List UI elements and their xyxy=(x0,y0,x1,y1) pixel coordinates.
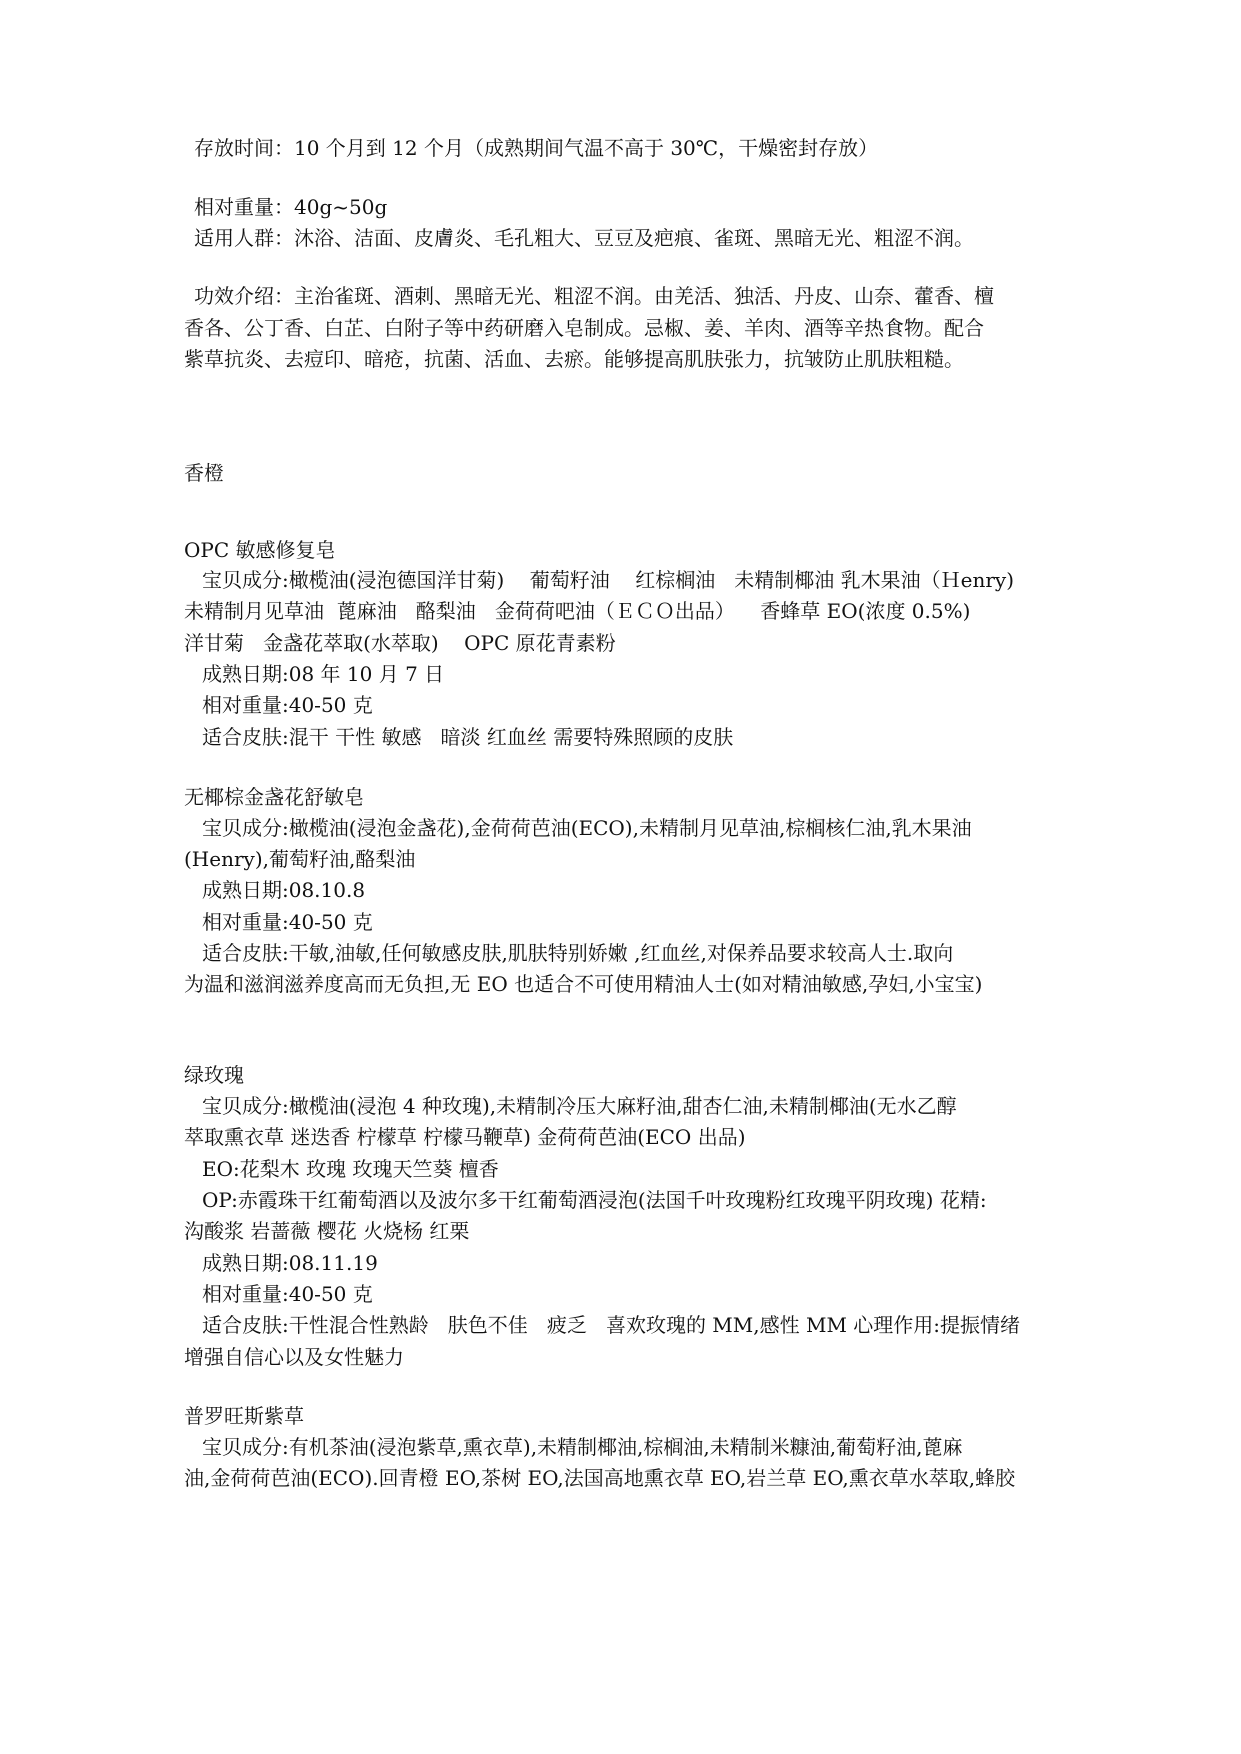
product-line: 宝贝成分:橄榄油(浸泡德国洋甘菊) 葡萄籽油 红棕榈油 未精制椰油 乳木果油（Ｈenry) xyxy=(202,568,1015,592)
product-title: 普罗旺斯紫草 xyxy=(184,1404,304,1428)
product-line: 相对重量:40-50 克 xyxy=(202,693,373,717)
product-line: 沟酸浆 岩蔷薇 樱花 火烧杨 红栗 xyxy=(184,1219,470,1243)
product-line: 成熟日期:08.11.19 xyxy=(202,1251,378,1275)
product-line: 萃取熏衣草 迷迭香 柠檬草 柠檬马鞭草) 金荷荷芭油(ECO 出品) xyxy=(184,1125,746,1149)
product-line: 宝贝成分:有机茶油(浸泡紫草,熏衣草),未精制椰油,棕榈油,未精制米糠油,葡萄籽油,蓖麻 xyxy=(202,1435,963,1459)
effect-line-2: 香各、公丁香、白芷、白附子等中药研磨入皂制成。忌椒、姜、羊肉、酒等辛热食物。配合 xyxy=(184,316,984,340)
product-line: 宝贝成分:橄榄油(浸泡金盏花),金荷荷芭油(ECO),未精制月见草油,棕榈核仁油,乳木果油 xyxy=(202,816,972,840)
product-line: 相对重量:40-50 克 xyxy=(202,910,373,934)
product-title: 无椰棕金盏花舒敏皂 xyxy=(184,785,364,809)
effect-line-3: 紫草抗炎、去痘印、暗疮，抗菌、活血、去瘀。能够提高肌肤张力，抗皱防止肌肤粗糙。 xyxy=(184,347,964,371)
relative-weight: 相对重量：40g~50g xyxy=(194,195,388,219)
product-line: 适合皮肤:干敏,油敏,任何敏感皮肤,肌肤特别娇嫩 ,红血丝,对保养品要求较高人士.取向 xyxy=(202,941,954,965)
product-line: 成熟日期:08 年 10 月 7 日 xyxy=(202,662,445,686)
product-line: 洋甘菊 金盏花萃取(水萃取) OPC 原花青素粉 xyxy=(184,631,616,655)
product-line: 适合皮肤:干性混合性熟龄 肤色不佳 疲乏 喜欢玫瑰的 MM,感性 MM 心理作用:提振情绪 xyxy=(202,1313,1021,1337)
product-title: 绿玫瑰 xyxy=(184,1063,244,1087)
storage-time: 存放时间：10 个月到 12 个月（成熟期间气温不高于 30℃，干燥密封存放） xyxy=(194,136,879,160)
product-line: 油,金荷荷芭油(ECO).回青橙 EO,茶树 EO,法国高地熏衣草 EO,岩兰草 EO,熏衣草水萃取,蜂胶 xyxy=(184,1466,1016,1490)
product-line: 增强自信心以及女性魅力 xyxy=(184,1345,404,1369)
product-line: 为温和滋润滋养度高而无负担,无 EO 也适合不可使用精油人士(如对精油敏感,孕妇,小宝宝) xyxy=(184,972,983,996)
product-line: 成熟日期:08.10.8 xyxy=(202,878,366,902)
product-line: 宝贝成分:橄榄油(浸泡 4 种玫瑰),未精制冷压大麻籽油,甜杏仁油,未精制椰油(无水乙醇 xyxy=(202,1094,957,1118)
section-heading: 香橙 xyxy=(184,461,224,485)
effect-line-1: 功效介绍：主治雀斑、酒刺、黑暗无光、粗涩不润。由羌活、独活、丹皮、山奈、藿香、檀 xyxy=(194,284,994,308)
suitable-people: 适用人群：沐浴、洁面、皮膚炎、毛孔粗大、豆豆及疤痕、雀斑、黑暗无光、粗涩不润。 xyxy=(194,226,974,250)
product-line: 未精制月见草油 蓖麻油 酪梨油 金荷荷吧油（ＥＣＯ出品） 香蜂草 EO(浓度 0.5%) xyxy=(184,599,971,623)
product-line: 相对重量:40-50 克 xyxy=(202,1282,373,1306)
product-line: 适合皮肤:混干 干性 敏感 暗淡 红血丝 需要特殊照顾的皮肤 xyxy=(202,725,734,749)
product-line: (Henry),葡萄籽油,酪梨油 xyxy=(184,847,416,871)
product-title: OPC 敏感修复皂 xyxy=(184,538,336,562)
product-line: EO:花梨木 玫瑰 玫瑰天竺葵 檀香 xyxy=(202,1157,499,1181)
product-line: OP:赤霞珠干红葡萄酒以及波尔多干红葡萄酒浸泡(法国千叶玫瑰粉红玫瑰平阴玫瑰) 花精: xyxy=(202,1188,987,1212)
